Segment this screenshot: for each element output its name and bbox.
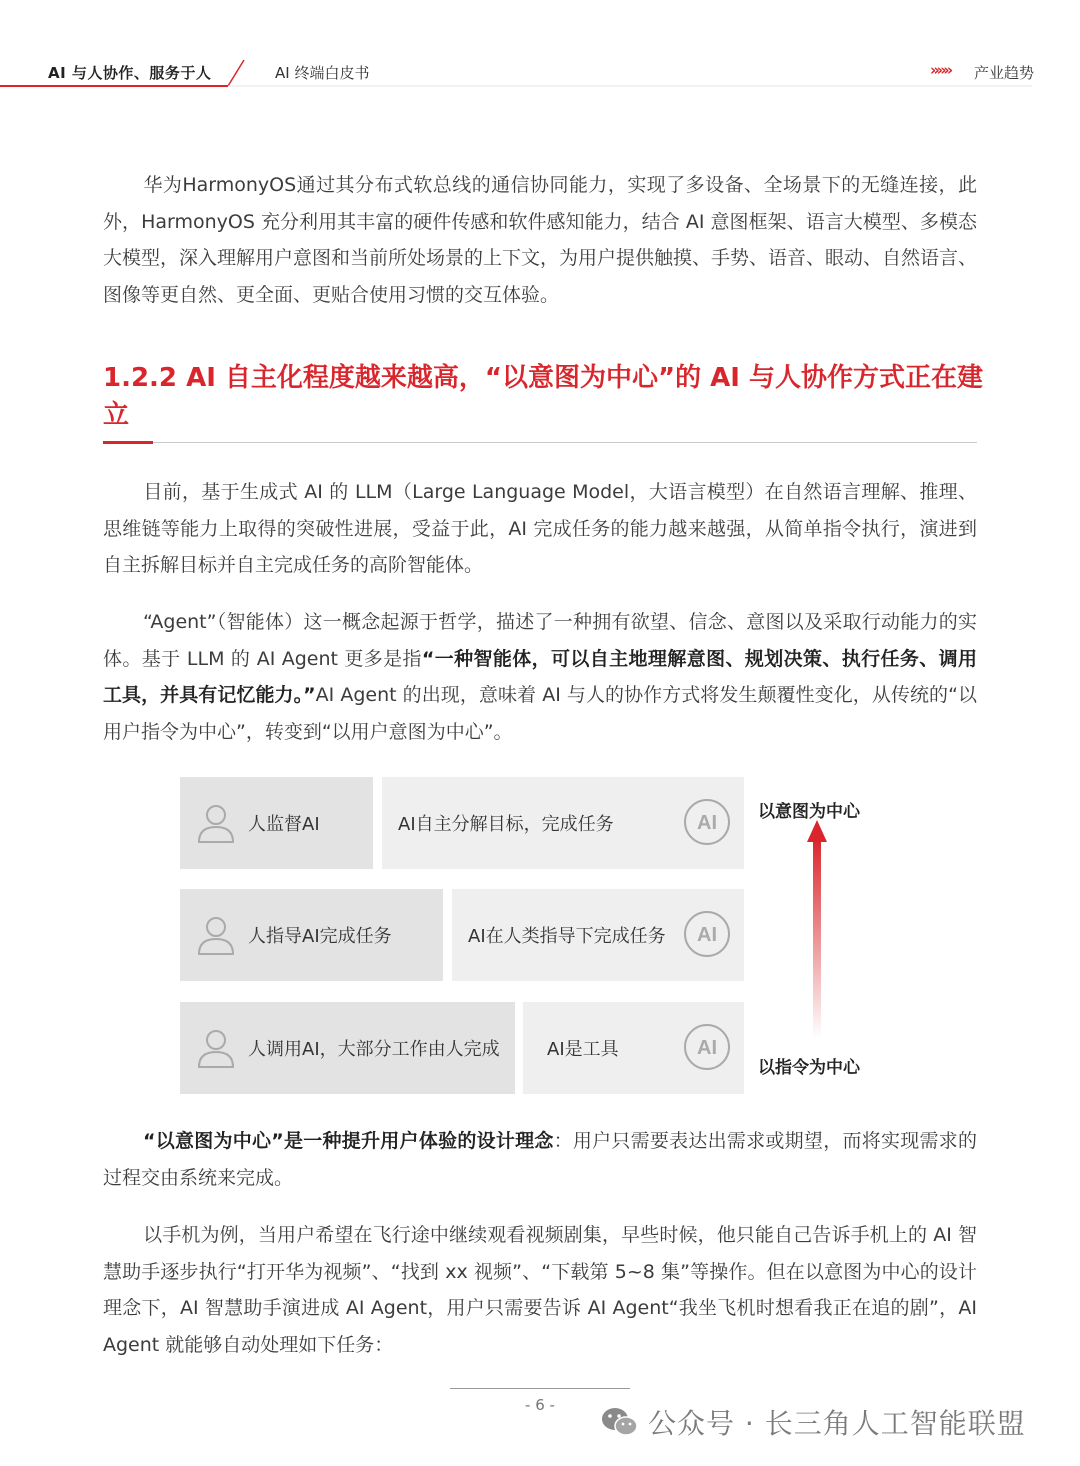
watermark-text: 公众号 · 长三角人工智能联盟: [648, 1407, 1026, 1440]
paragraph-5: 以手机为例，当用户希望在飞行途中继续观看视频剧集，早些时候，他只能自己告诉手机上的 AI 智慧助手逐步执行“打开华为视频”、“找到 xx 视频”、“下载第 5~8 集”等操作。但在以意图为中心的设计理念下，AI 智慧助手演进成 AI Agent，用户只需要告诉 AI Agent“我坐飞机时想看我正在追的剧”，AI Agent 就能够自动处理如下任务：: [103, 1224, 977, 1356]
paragraph-4: “以意图为中心”是一种提升用户体验的设计理念：用户只需要表达出需求或期望，而将实现需求的过程交由系统来完成。: [103, 1130, 977, 1189]
watermark: [600, 1402, 1026, 1442]
human-role-label: 人指导AI完成任务: [248, 926, 392, 947]
header-rule: [0, 0, 1080, 100]
person-icon: [196, 914, 236, 958]
agent-definition: “一种智能体，可以自主地理解意图、规划决策、执行任务、调用工具，并具有记忆能力。”: [103, 647, 977, 706]
ai-box-3: [523, 1002, 744, 1094]
ai-role-label: AI在人类指导下完成任务: [468, 926, 666, 947]
human-box-3: [180, 1002, 515, 1094]
section-title: 1.2.2 AI 自主化程度越来越高，“以意图为中心”的 AI 与人协作方式正在建立: [103, 363, 984, 430]
command-centric-label: 以指令为中心: [758, 1058, 860, 1078]
ai-box-1: [382, 777, 744, 869]
ai-role-label: AI自主分解目标，完成任务: [398, 814, 614, 835]
ai-badge-icon: [683, 910, 731, 958]
ai-badge-text: AI: [697, 924, 717, 946]
header-section-name: 产业趋势: [973, 64, 1034, 82]
title-divider: [103, 442, 977, 443]
ai-box-2: [452, 889, 744, 981]
paragraph-3: “Agent”（智能体）这一概念起源于哲学，描述了一种拥有欲望、信念、意图以及采取行动能力的实体。基于 LLM 的 AI Agent 更多是指“一种智能体，可以自主地理解意图、规划决策、执行任务、调用工具，并具有记忆能力。”AI Agent 的出现，意味着 AI 与人的协作方式将发生颠覆性变化，从传统的“以用户指令为中心”，转变到“以用户意图为中心”。: [103, 611, 977, 743]
ai-badge-text: AI: [697, 812, 717, 834]
human-box-2: [180, 889, 443, 981]
chevrons-icon: »»»: [930, 61, 951, 79]
ai-badge-text: AI: [697, 1037, 717, 1059]
intent-centric-label: 以意图为中心: [758, 802, 860, 822]
wechat-icon: [600, 1405, 640, 1439]
intent-centric-definition: “以意图为中心”是一种提升用户体验的设计理念: [143, 1130, 554, 1152]
header-doc-title: AI 终端白皮书: [275, 64, 370, 82]
person-icon: [196, 802, 236, 846]
human-box-1: [180, 777, 373, 869]
footer-divider: [450, 1388, 630, 1389]
human-role-label: 人调用AI，大部分工作由人完成: [248, 1039, 500, 1060]
ai-badge-icon: [683, 798, 731, 846]
human-role-label: 人监督AI: [248, 814, 320, 835]
paragraph-1: 华为HarmonyOS通过其分布式软总线的通信协同能力，实现了多设备、全场景下的无缝连接，此外，HarmonyOS 充分利用其丰富的硬件传感和软件感知能力，结合 AI 意图框架、语言大模型、多模态大模型，深入理解用户意图和当前所处场景的上下文，为用户提供触摸、手势、语音、眼动、自然语言、图像等更自然、更全面、更贴合使用习惯的交互体验。: [103, 174, 978, 306]
header-left-title: AI 与人协作、服务于人: [48, 64, 212, 82]
up-arrow-icon: [800, 820, 834, 1040]
paragraph-2: 目前，基于生成式 AI 的 LLM（Large Language Model，大语言模型）在自然语言理解、推理、思维链等能力上取得的突破性进展，受益于此，AI 完成任务的能力越来越强，从简单指令执行，演进到自主拆解目标并自主完成任务的高阶智能体。: [103, 481, 977, 576]
ai-badge-icon: [683, 1023, 731, 1071]
person-icon: [196, 1027, 236, 1071]
title-accent-bar: [103, 441, 153, 444]
ai-role-label: AI是工具: [547, 1039, 619, 1060]
page-number: - 6 -: [525, 1396, 555, 1414]
page-header: [0, 0, 1080, 100]
